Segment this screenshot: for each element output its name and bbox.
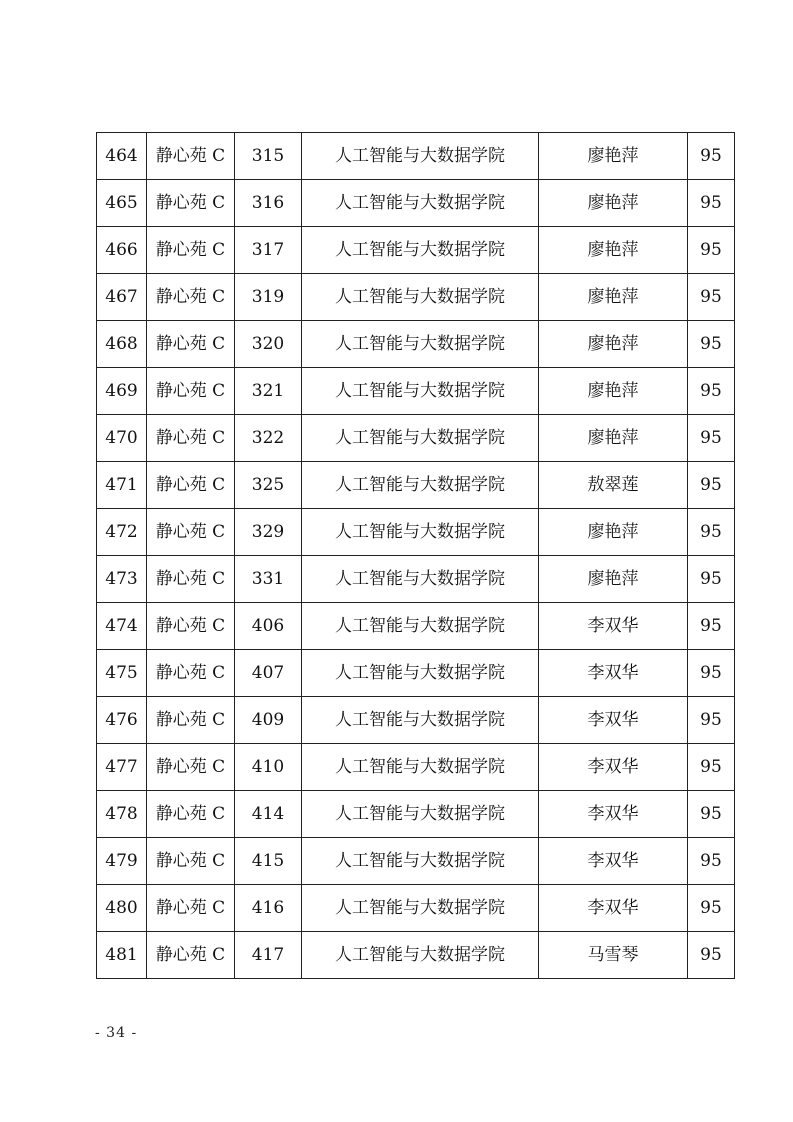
cell-serial-number: 480 bbox=[97, 885, 147, 932]
cell-room: 316 bbox=[235, 180, 302, 227]
table-row bbox=[97, 603, 735, 650]
cell-serial-number: 469 bbox=[97, 368, 147, 415]
cell-room: 319 bbox=[235, 274, 302, 321]
cell-building: 静心苑 C bbox=[147, 368, 235, 415]
cell-college: 人工智能与大数据学院 bbox=[302, 932, 539, 979]
cell-counselor: 廖艳萍 bbox=[539, 180, 688, 227]
table-row bbox=[97, 368, 735, 415]
cell-serial-number: 477 bbox=[97, 744, 147, 791]
cell-serial-number: 468 bbox=[97, 321, 147, 368]
cell-counselor: 廖艳萍 bbox=[539, 415, 688, 462]
cell-serial-number: 467 bbox=[97, 274, 147, 321]
cell-counselor: 李双华 bbox=[539, 838, 688, 885]
table-row bbox=[97, 744, 735, 791]
cell-counselor: 李双华 bbox=[539, 791, 688, 838]
cell-score: 95 bbox=[688, 321, 735, 368]
cell-building: 静心苑 C bbox=[147, 932, 235, 979]
table-row bbox=[97, 838, 735, 885]
cell-counselor: 马雪琴 bbox=[539, 932, 688, 979]
cell-score: 95 bbox=[688, 885, 735, 932]
cell-room: 329 bbox=[235, 509, 302, 556]
table-row bbox=[97, 180, 735, 227]
cell-room: 322 bbox=[235, 415, 302, 462]
cell-serial-number: 474 bbox=[97, 603, 147, 650]
cell-counselor: 廖艳萍 bbox=[539, 227, 688, 274]
cell-counselor: 李双华 bbox=[539, 885, 688, 932]
cell-score: 95 bbox=[688, 697, 735, 744]
table-row bbox=[97, 650, 735, 697]
cell-college: 人工智能与大数据学院 bbox=[302, 274, 539, 321]
table-row bbox=[97, 932, 735, 979]
cell-room: 325 bbox=[235, 462, 302, 509]
table-body bbox=[97, 133, 735, 979]
cell-score: 95 bbox=[688, 650, 735, 697]
cell-counselor: 廖艳萍 bbox=[539, 133, 688, 180]
cell-room: 415 bbox=[235, 838, 302, 885]
table-row bbox=[97, 133, 735, 180]
cell-score: 95 bbox=[688, 509, 735, 556]
cell-room: 410 bbox=[235, 744, 302, 791]
cell-room: 320 bbox=[235, 321, 302, 368]
cell-serial-number: 473 bbox=[97, 556, 147, 603]
cell-score: 95 bbox=[688, 133, 735, 180]
cell-building: 静心苑 C bbox=[147, 415, 235, 462]
cell-serial-number: 472 bbox=[97, 509, 147, 556]
cell-score: 95 bbox=[688, 274, 735, 321]
cell-counselor: 李双华 bbox=[539, 744, 688, 791]
cell-building: 静心苑 C bbox=[147, 180, 235, 227]
cell-room: 407 bbox=[235, 650, 302, 697]
cell-serial-number: 471 bbox=[97, 462, 147, 509]
cell-score: 95 bbox=[688, 932, 735, 979]
cell-building: 静心苑 C bbox=[147, 556, 235, 603]
cell-building: 静心苑 C bbox=[147, 697, 235, 744]
table-row bbox=[97, 462, 735, 509]
cell-building: 静心苑 C bbox=[147, 603, 235, 650]
table-row bbox=[97, 415, 735, 462]
cell-building: 静心苑 C bbox=[147, 744, 235, 791]
cell-room: 409 bbox=[235, 697, 302, 744]
table-row bbox=[97, 556, 735, 603]
cell-counselor: 李双华 bbox=[539, 697, 688, 744]
cell-building: 静心苑 C bbox=[147, 462, 235, 509]
table-row bbox=[97, 885, 735, 932]
cell-counselor: 廖艳萍 bbox=[539, 509, 688, 556]
cell-room: 417 bbox=[235, 932, 302, 979]
cell-building: 静心苑 C bbox=[147, 321, 235, 368]
table-row bbox=[97, 274, 735, 321]
cell-room: 414 bbox=[235, 791, 302, 838]
cell-counselor: 廖艳萍 bbox=[539, 368, 688, 415]
dormitory-score-table bbox=[96, 132, 735, 979]
cell-college: 人工智能与大数据学院 bbox=[302, 697, 539, 744]
cell-score: 95 bbox=[688, 791, 735, 838]
cell-building: 静心苑 C bbox=[147, 509, 235, 556]
cell-college: 人工智能与大数据学院 bbox=[302, 180, 539, 227]
cell-counselor: 廖艳萍 bbox=[539, 556, 688, 603]
cell-score: 95 bbox=[688, 415, 735, 462]
cell-college: 人工智能与大数据学院 bbox=[302, 415, 539, 462]
cell-counselor: 廖艳萍 bbox=[539, 274, 688, 321]
cell-building: 静心苑 C bbox=[147, 885, 235, 932]
cell-serial-number: 475 bbox=[97, 650, 147, 697]
cell-room: 317 bbox=[235, 227, 302, 274]
cell-college: 人工智能与大数据学院 bbox=[302, 227, 539, 274]
cell-counselor: 敖翠莲 bbox=[539, 462, 688, 509]
cell-score: 95 bbox=[688, 368, 735, 415]
cell-building: 静心苑 C bbox=[147, 227, 235, 274]
cell-score: 95 bbox=[688, 838, 735, 885]
table-row bbox=[97, 509, 735, 556]
table-row bbox=[97, 697, 735, 744]
cell-building: 静心苑 C bbox=[147, 133, 235, 180]
cell-room: 321 bbox=[235, 368, 302, 415]
cell-college: 人工智能与大数据学院 bbox=[302, 462, 539, 509]
cell-score: 95 bbox=[688, 227, 735, 274]
cell-score: 95 bbox=[688, 180, 735, 227]
cell-college: 人工智能与大数据学院 bbox=[302, 885, 539, 932]
cell-building: 静心苑 C bbox=[147, 650, 235, 697]
cell-room: 315 bbox=[235, 133, 302, 180]
cell-score: 95 bbox=[688, 556, 735, 603]
cell-counselor: 廖艳萍 bbox=[539, 321, 688, 368]
cell-college: 人工智能与大数据学院 bbox=[302, 791, 539, 838]
table-row bbox=[97, 321, 735, 368]
cell-college: 人工智能与大数据学院 bbox=[302, 650, 539, 697]
cell-college: 人工智能与大数据学院 bbox=[302, 603, 539, 650]
cell-room: 406 bbox=[235, 603, 302, 650]
cell-college: 人工智能与大数据学院 bbox=[302, 838, 539, 885]
cell-building: 静心苑 C bbox=[147, 791, 235, 838]
cell-college: 人工智能与大数据学院 bbox=[302, 368, 539, 415]
cell-score: 95 bbox=[688, 744, 735, 791]
cell-college: 人工智能与大数据学院 bbox=[302, 509, 539, 556]
cell-college: 人工智能与大数据学院 bbox=[302, 133, 539, 180]
cell-college: 人工智能与大数据学院 bbox=[302, 321, 539, 368]
cell-building: 静心苑 C bbox=[147, 838, 235, 885]
cell-score: 95 bbox=[688, 603, 735, 650]
cell-college: 人工智能与大数据学院 bbox=[302, 744, 539, 791]
cell-serial-number: 464 bbox=[97, 133, 147, 180]
cell-serial-number: 470 bbox=[97, 415, 147, 462]
page-number: - 34 - bbox=[95, 1025, 138, 1041]
cell-room: 331 bbox=[235, 556, 302, 603]
cell-score: 95 bbox=[688, 462, 735, 509]
cell-college: 人工智能与大数据学院 bbox=[302, 556, 539, 603]
cell-serial-number: 479 bbox=[97, 838, 147, 885]
cell-room: 416 bbox=[235, 885, 302, 932]
cell-serial-number: 465 bbox=[97, 180, 147, 227]
cell-building: 静心苑 C bbox=[147, 274, 235, 321]
cell-serial-number: 478 bbox=[97, 791, 147, 838]
cell-serial-number: 481 bbox=[97, 932, 147, 979]
cell-counselor: 李双华 bbox=[539, 603, 688, 650]
cell-serial-number: 476 bbox=[97, 697, 147, 744]
table-row bbox=[97, 791, 735, 838]
table-row bbox=[97, 227, 735, 274]
cell-counselor: 李双华 bbox=[539, 650, 688, 697]
cell-serial-number: 466 bbox=[97, 227, 147, 274]
